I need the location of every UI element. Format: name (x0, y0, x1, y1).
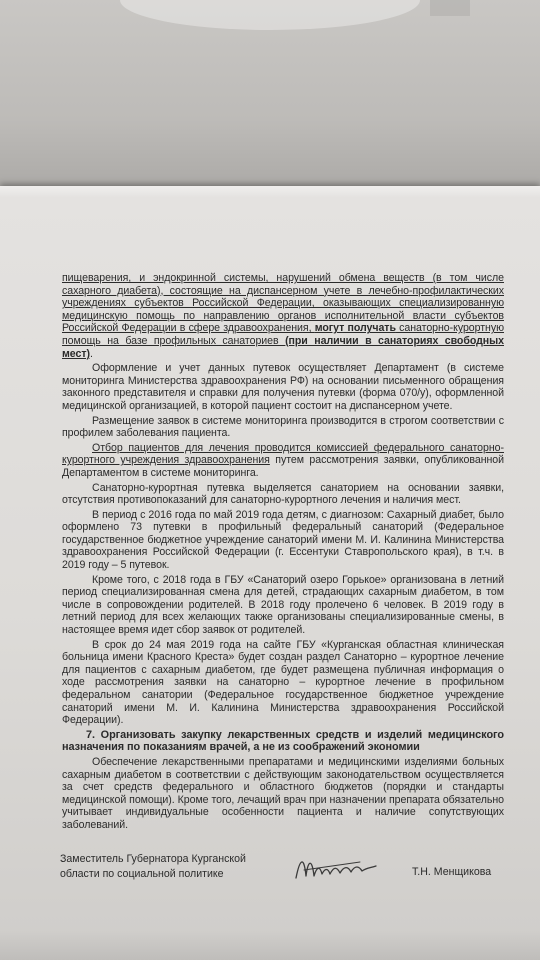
paragraph-last: Обеспечение лекарственными препаратами и медицинскими изделиями больных сахарным диабетом в соответствии с действующим законодательством осуществляется за счет средств федерального и областного бюджетов (порядки и стандарты медицинской помощи). Кроме того, лечащий врач при назначении препарата обязательно учитывает индивидуальные особенности пациента и наличие сопутствующих заболеваний. (62, 755, 504, 831)
paragraph-5 (62, 482, 504, 507)
paragraph-1 (62, 272, 504, 360)
paragraph-3 (62, 415, 504, 440)
paragraph-7 (62, 574, 504, 637)
document-body (62, 272, 504, 834)
paragraph-segment: В период с 2016 года по май 2019 года детям, с диагнозом: Сахарный диабет, было оформлено 73 путевки в профильный федеральный санаторий (Федеральное государственное бюджетное учреждение санаторий имени М. И. Калинина Министерства здравоохранения Российской Федерации (г. Ессентуки Ставропольского края), в т.ч. в 2019 году – 5 путевок. (62, 508, 504, 572)
handwritten-signature (290, 848, 380, 888)
signature-position (60, 852, 260, 882)
paragraph-segment: Отбор пациентов для лечения проводится комиссией федерального санаторно-курортного учреждения здравоохранения (62, 441, 504, 467)
paragraph-segment: . (89, 347, 93, 360)
paragraph-segment: Кроме того, с 2018 года в ГБУ «Санаторий озеро Горькое» организована в летний период специализированная смена для детей, страдающих сахарным диабетом, в том числе в сопровождении родителей. В 2018 году пролечено 6 человек. В 2019 году в летний период для всех желающих также организованы специализированные смены, в настоящее время идет сбор заявок от родителей. (62, 573, 504, 637)
paragraph-segment: Размещение заявок в системе мониторинга производится в строгом соответствии с профилем заболевания пациента. (62, 414, 504, 440)
paragraph-segment: санаторно-курортную помощь на базе профильных санаториев (62, 322, 504, 347)
paragraph-2 (62, 362, 504, 412)
paragraph-segment: могут получать (314, 322, 396, 335)
signature-position-line-1: Заместитель Губернатора Курганской (60, 853, 246, 865)
bottom-shadow (0, 930, 540, 960)
background-blur-shape (120, 0, 420, 30)
paragraph-segment: путем рассмотрения заявки, опубликованной Департаментом в системе мониторинга. (62, 454, 505, 479)
paragraph-segment: Санаторно-курортная путевка выделяется санаторием на основании заявки, отсутствия противопоказаний для санаторно-курортного лечения и наличия мест. (62, 481, 504, 507)
paragraph-4 (62, 442, 504, 480)
background-surface (0, 0, 540, 200)
background-blur-mark (430, 0, 470, 16)
paragraph-6 (62, 509, 504, 572)
paragraph-segment: пищеварения, и эндокринной системы, нарушений обмена веществ (в том числе сахарного диабета), состоящие на диспансерном учете в лечебно-профилактических учреждениях субъектов Российской Федерации, оказывающих специализированную медицинскую помощь по направлению органов исполнительной власти субъектов Российской Федерации в сфере здравоохранения, (62, 272, 504, 335)
signatory-name: Т.Н. Менщикова (412, 866, 492, 878)
paragraph-8 (62, 639, 504, 727)
paragraph-segment: (при наличии в санаториях свободных мест) (62, 334, 504, 360)
page-edge-highlight (0, 186, 540, 198)
paragraph-segment: Оформление и учет данных путевок осуществляет Департамент (в системе мониторинга Министерства здравоохранения РФ) на основании письменного обращения законного представителя и справки для получения путевки (форма 070/у), оформленной медицинской организацией, в которой пациент состоит на диспансерном учете. (62, 362, 504, 412)
section-heading-7: 7. Организовать закупку лекарственных средств и изделий медицинского назначения по показаниям врачей, а не из соображений экономии (62, 728, 504, 754)
signature-position-line-2: области по социальной политике (60, 868, 224, 880)
paragraph-segment: В срок до 24 мая 2019 года на сайте ГБУ «Курганская областная клиническая больница имени Красного Креста» будет создан раздел Санаторно – курортное лечение для пациентов с сахарным диабетом, где будет размещена публичная информация о ходе рассмотрения заявки на санаторно – курортное лечение в профильном федеральном санатории (Федеральное государственное бюджетное учреждение санаторий имени М. И. Калинина Министерства здравоохранения Российской Федерации). (62, 638, 504, 727)
